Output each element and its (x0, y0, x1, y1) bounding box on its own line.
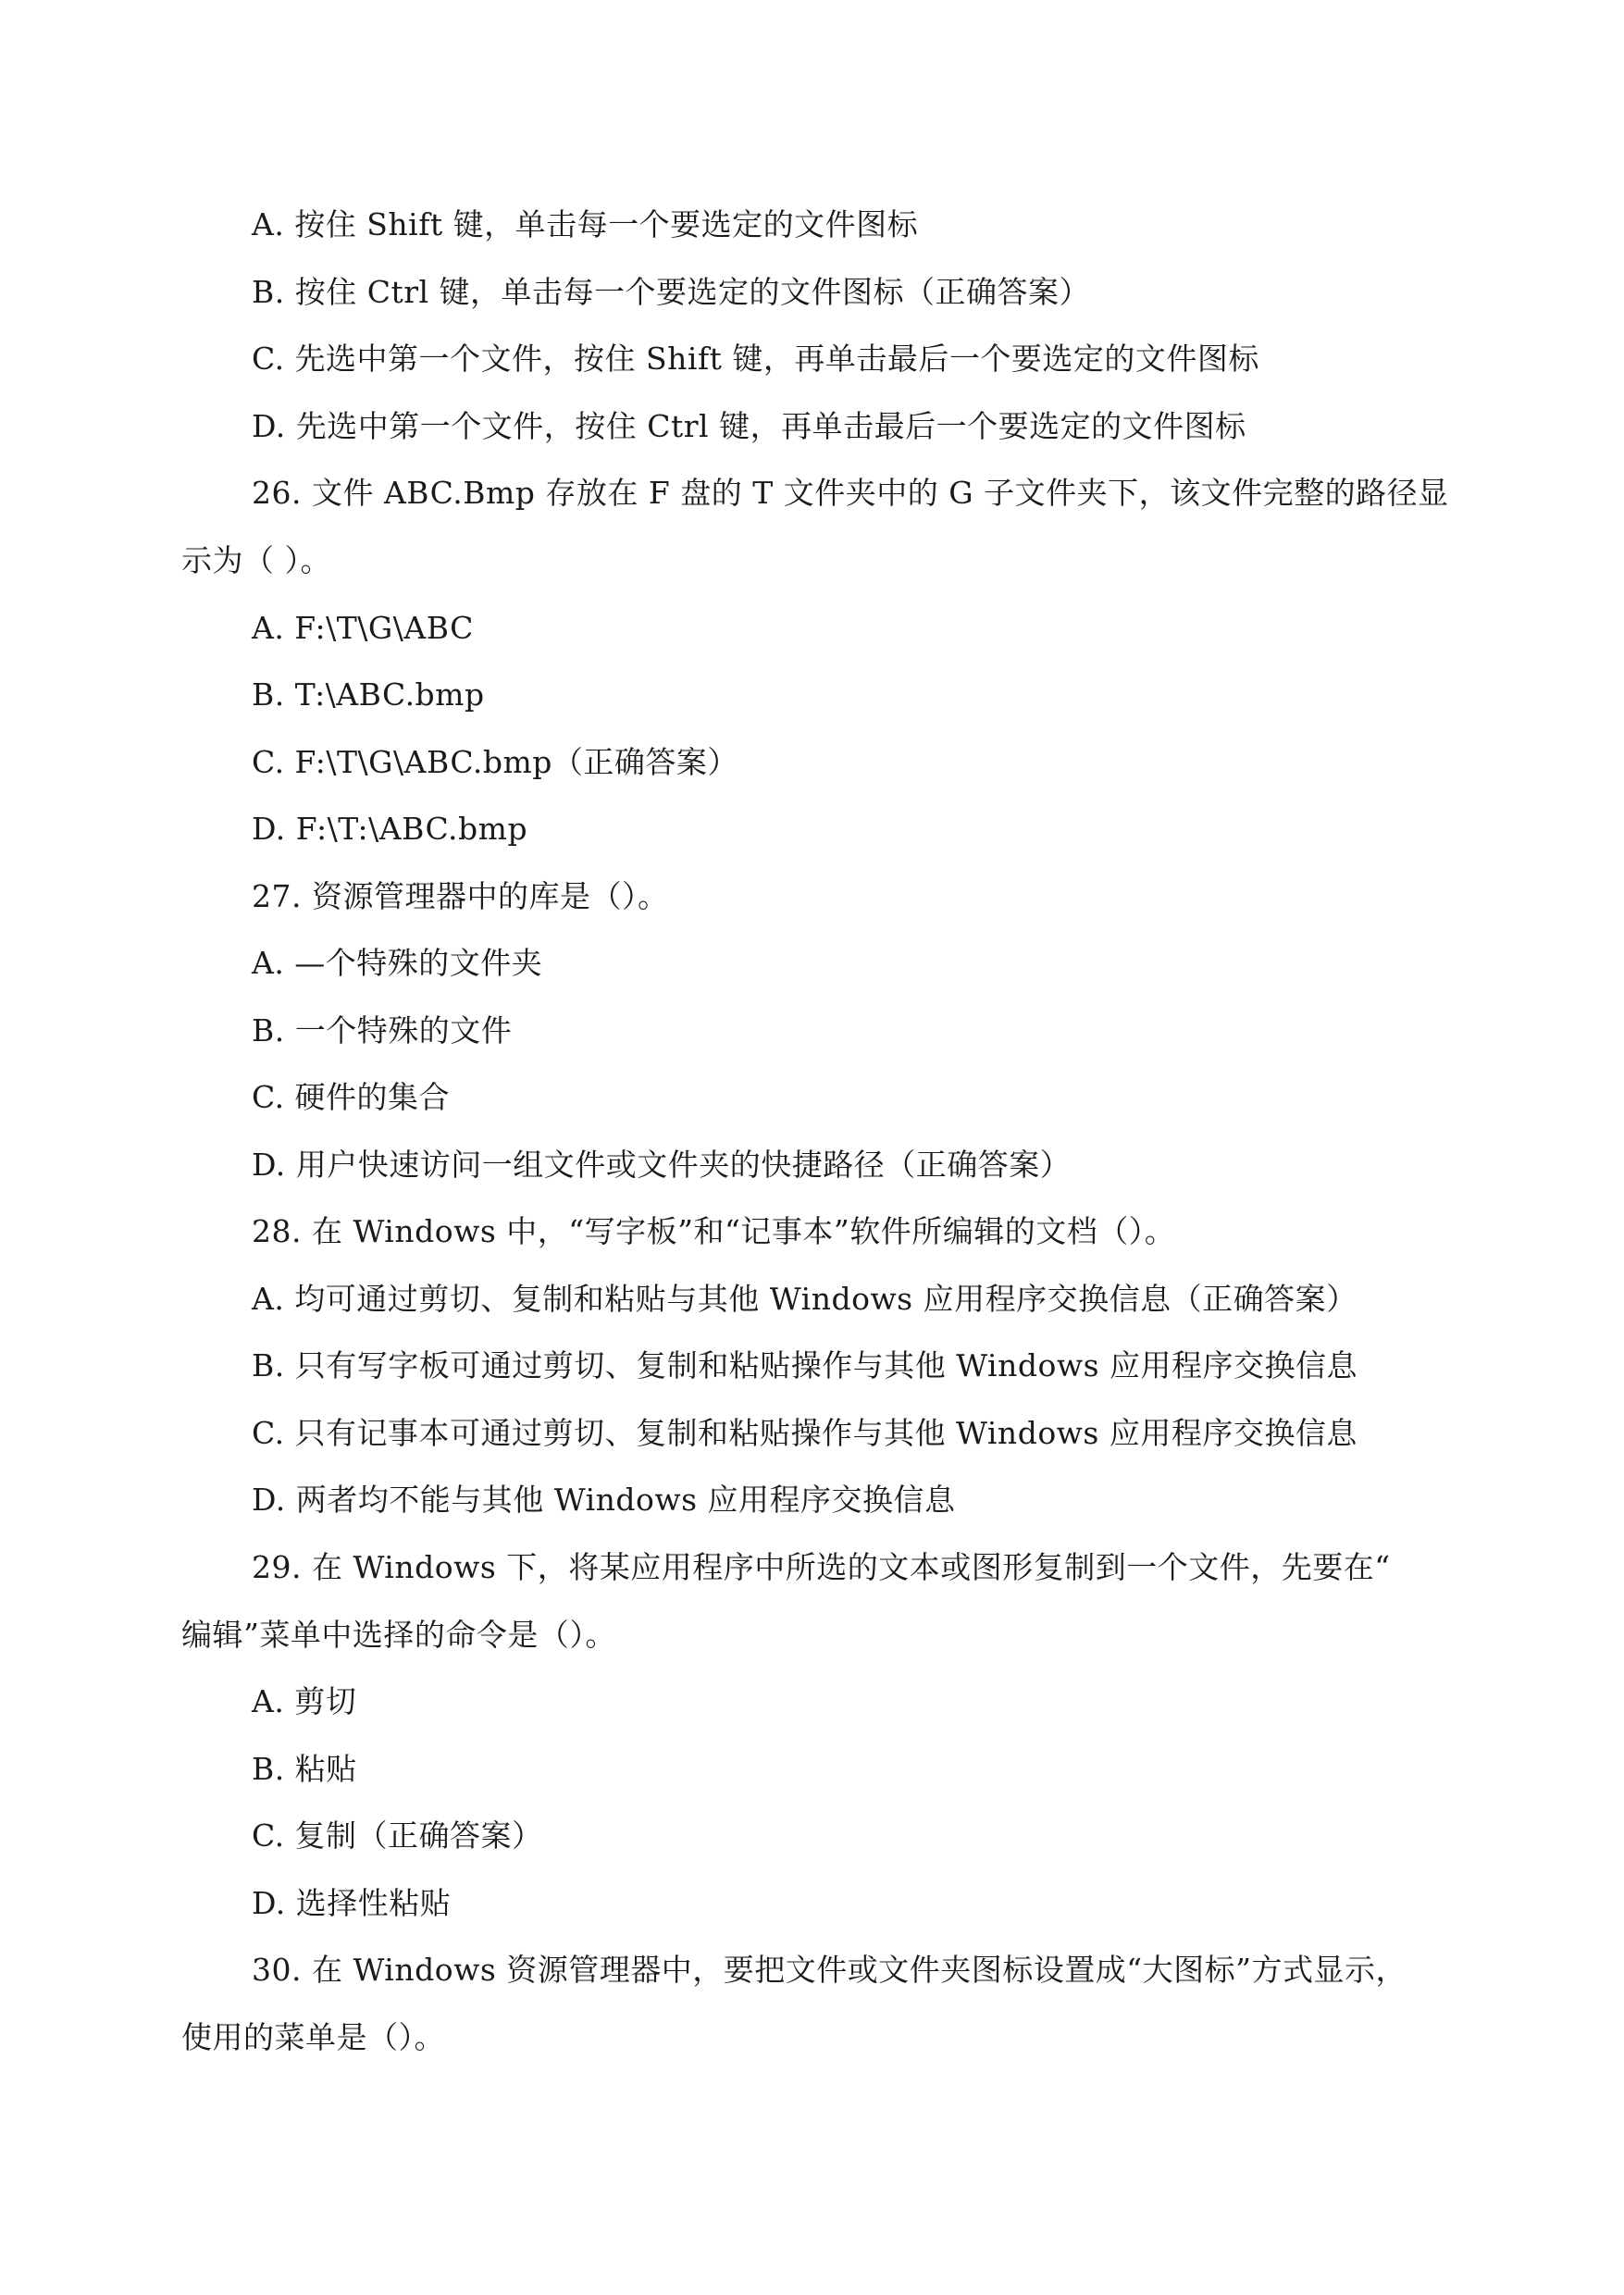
q27-stem: 27. 资源管理器中的库是（）。 (252, 878, 669, 914)
q26-option-b: B. T:\ABC.bmp (252, 676, 485, 713)
q25-option-c: C. 先选中第一个文件，按住 Shift 键，再单击最后一个要选定的文件图标 (252, 341, 1259, 377)
q26-stem: 26. 文件 ABC.Bmp 存放在 F 盘的 T 文件夹中的 G 子文件夹下，该文件完整的路径显 (252, 475, 1449, 511)
q28-option-a: A. 均可通过剪切、复制和粘贴与其他 Windows 应用程序交换信息（正确答案） (252, 1281, 1357, 1317)
q27-option-d: D. 用户快速访问一组文件或文件夹的快捷路径（正确答案） (252, 1147, 1072, 1183)
q29-stem: 29. 在 Windows 下，将某应用程序中所选的文本或图形复制到一个文件，先要在“ (252, 1549, 1391, 1585)
q27-option-c: C. 硬件的集合 (252, 1079, 451, 1115)
q25-option-a: A. 按住 Shift 键，单击每一个要选定的文件图标 (252, 206, 919, 242)
q28-stem: 28. 在 Windows 中，“写字板”和“记事本”软件所编辑的文档（）。 (252, 1213, 1176, 1249)
q27-option-b: B. 一个特殊的文件 (252, 1012, 513, 1048)
q25-option-d: D. 先选中第一个文件，按住 Ctrl 键，再单击最后一个要选定的文件图标 (252, 408, 1246, 444)
q30-stem: 30. 在 Windows 资源管理器中，要把文件或文件夹图标设置成“大图标”方式显示， (252, 1952, 1407, 1988)
q26-stem-continued: 示为（ ）。 (181, 542, 331, 578)
q25-option-b: B. 按住 Ctrl 键，单击每一个要选定的文件图标（正确答案） (252, 274, 1091, 310)
q30-stem-continued: 使用的菜单是（）。 (181, 2019, 445, 2055)
q29-stem-continued: 编辑”菜单中选择的命令是（）。 (181, 1617, 616, 1653)
q29-option-d: D. 选择性粘贴 (252, 1885, 452, 1921)
q28-option-d: D. 两者均不能与其他 Windows 应用程序交换信息 (252, 1482, 956, 1518)
q29-option-c: C. 复制（正确答案） (252, 1817, 543, 1854)
q28-option-b: B. 只有写字板可通过剪切、复制和粘贴操作与其他 Windows 应用程序交换信息 (252, 1347, 1358, 1383)
q29-option-b: B. 粘贴 (252, 1751, 357, 1787)
q29-option-a: A. 剪切 (252, 1683, 357, 1719)
q28-option-c: C. 只有记事本可通过剪切、复制和粘贴操作与其他 Windows 应用程序交换信息 (252, 1415, 1357, 1451)
q27-option-a: A. —个特殊的文件夹 (252, 945, 543, 981)
q26-option-a: A. F:\T\G\ABC (252, 610, 474, 646)
q26-option-c: C. F:\T\G\ABC.bmp（正确答案） (252, 744, 738, 780)
q26-option-d: D. F:\T:\ABC.bmp (252, 811, 528, 847)
